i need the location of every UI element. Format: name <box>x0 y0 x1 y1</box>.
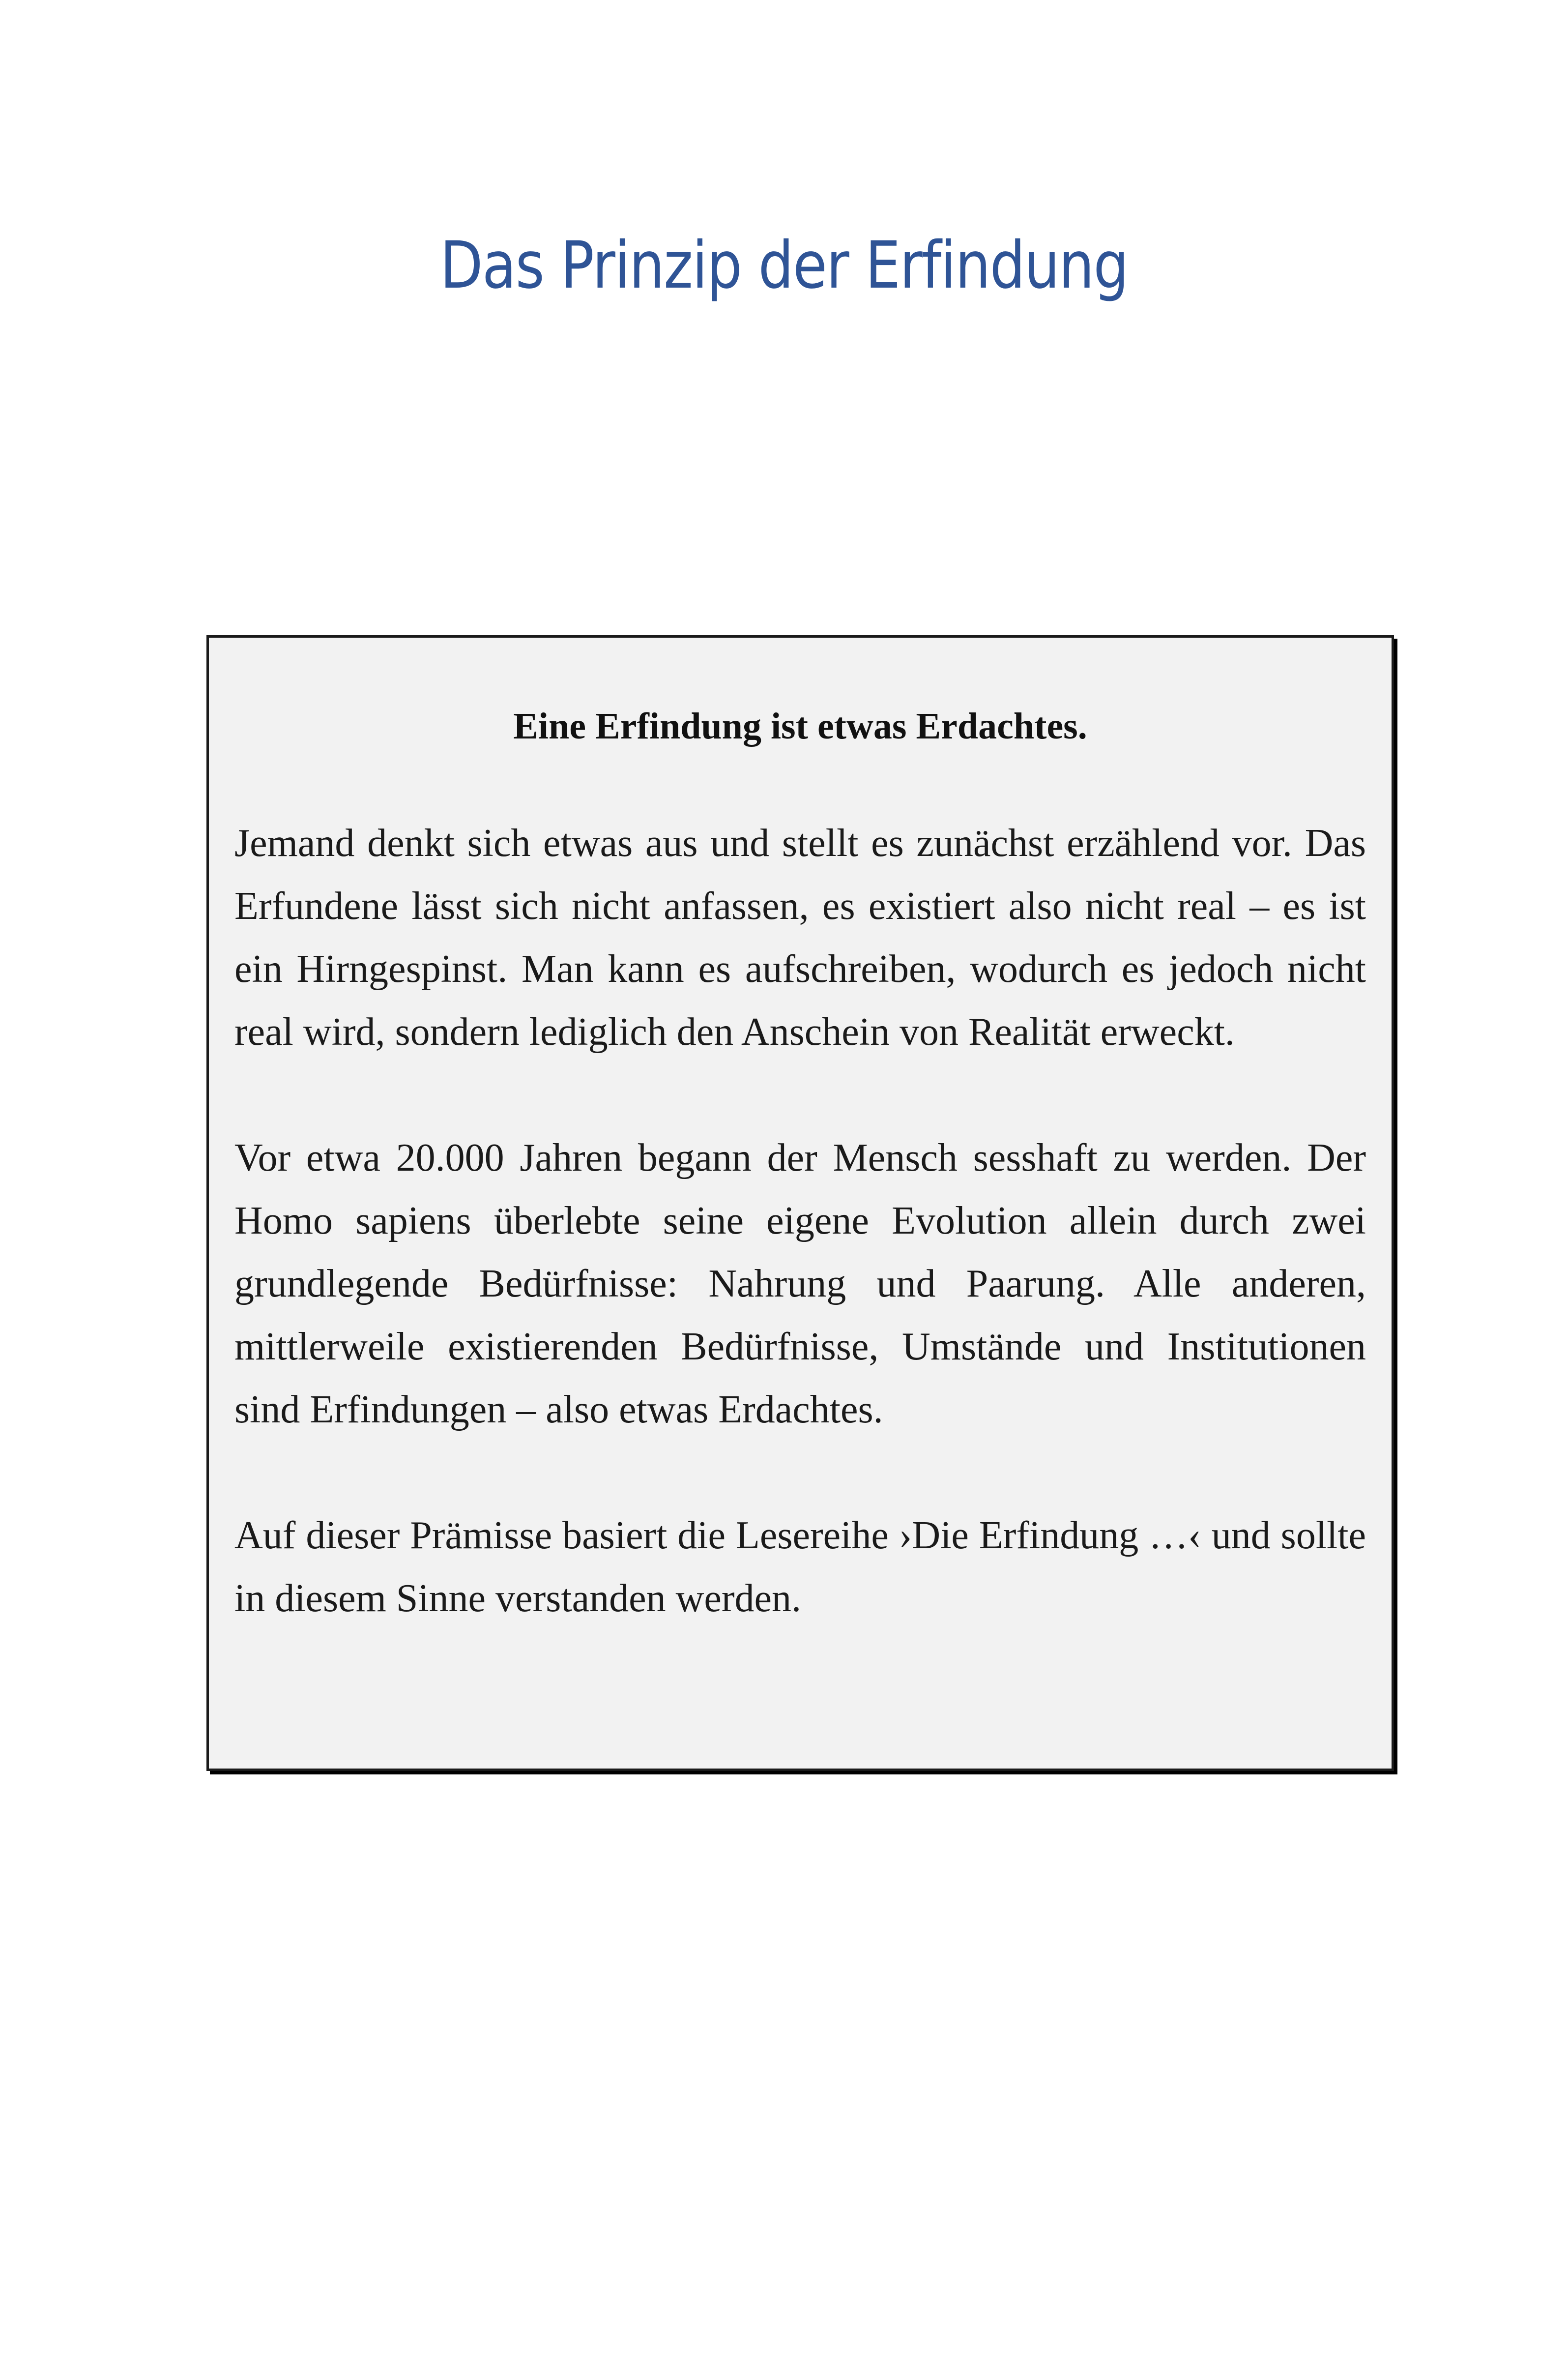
page-title: Das Prinzip der Erfindung <box>440 228 1128 303</box>
box-paragraph-2: Vor etwa 20.000 Jahren begann der Mensch sesshaft zu werden. Der Homo sapiens überlebte seine eigene Evolution allein durch zwei grundlegende Bedürfnisse: Nahrung und Paarung. Alle anderen, mittlerweile existierenden Bedürfnisse, Umstände und Institutionen sind Erfindungen – also etwas Erdachtes. <box>234 1136 1366 1431</box>
premise-box <box>206 635 1394 1771</box>
box-heading: Eine Erfindung ist etwas Erdachtes. <box>513 706 1087 747</box>
box-paragraph-3: Auf dieser Prämisse basiert die Lesereihe ›Die Erfindung …‹ und sollte in diesem Sinne verstanden werden. <box>234 1514 1366 1620</box>
box-paragraph-1: Jemand denkt sich etwas aus und stellt es zunächst erzählend vor. Das Erfundene lässt sich nicht anfassen, es existiert also nicht real – es ist ein Hirngespinst. Man kann es aufschreiben, wodurch es jedoch nicht real wird, sondern lediglich den Anschein von Realität erweckt. <box>234 822 1366 1054</box>
